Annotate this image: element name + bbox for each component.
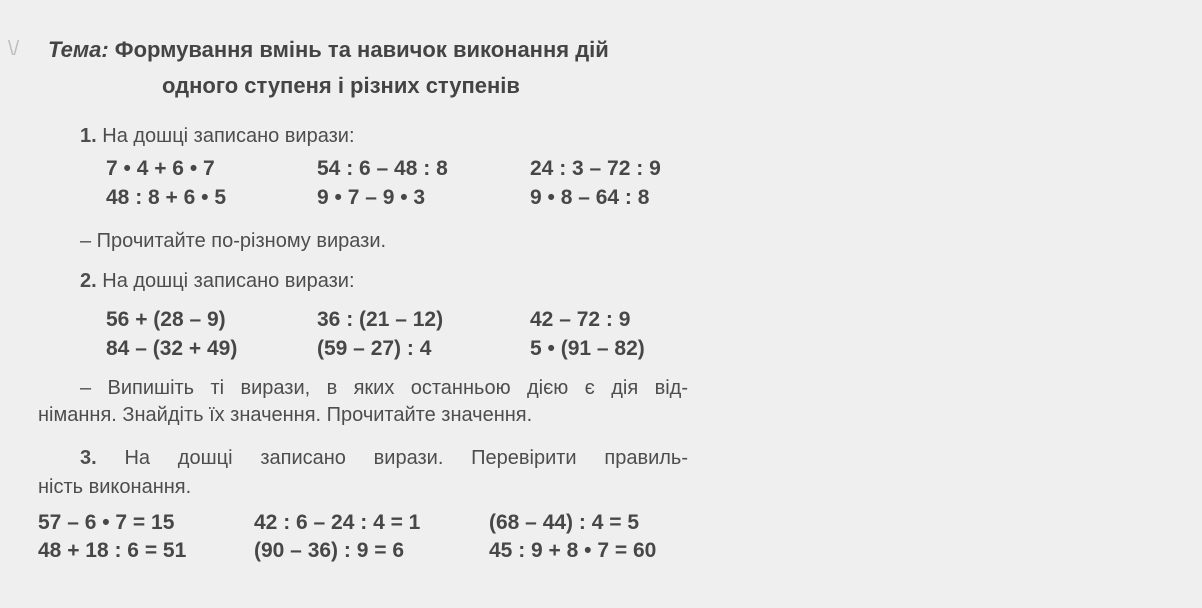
task-3-equation: 42 : 6 – 24 : 4 = 1: [254, 511, 421, 534]
task-2-instruction-line-1: – Випишіть ті вирази, в яких останньою дією є дія від-: [80, 377, 688, 399]
task-1-expression: 24 : 3 – 72 : 9: [530, 157, 661, 180]
task-2-expression: 42 – 72 : 9: [530, 308, 631, 331]
task-1-expression: 7 • 4 + 6 • 7: [106, 157, 215, 180]
task-2-intro: На дошці записано вирази:: [102, 270, 355, 292]
task-1-expression: 9 • 8 – 64 : 8: [530, 186, 650, 209]
task-2-expression: 5 • (91 – 82): [530, 337, 645, 360]
task-3-equation: (68 – 44) : 4 = 5: [489, 511, 640, 534]
task-2-expression: 56 + (28 – 9): [106, 308, 226, 331]
task-2-expression: 84 – (32 + 49): [106, 337, 238, 360]
task-2-expression: 36 : (21 – 12): [317, 308, 444, 331]
task-1-instruction: – Прочитайте по-різному вирази.: [80, 230, 387, 252]
task-3-intro-line-1: На дошці записано вирази. Перевірити правиль-: [124, 447, 689, 469]
task-3-equation: (90 – 36) : 9 = 6: [254, 539, 405, 562]
task-3-equation: 57 – 6 • 7 = 15: [38, 511, 175, 534]
task-3-heading: [80, 447, 688, 470]
task-3-intro-line-2: ність виконання.: [38, 476, 192, 498]
task-1-expression: 54 : 6 – 48 : 8: [317, 157, 448, 180]
lesson-title-label: Тема:: [48, 37, 109, 62]
task-1-intro: На дошці записано вирази:: [102, 125, 355, 147]
lesson-title-line-1: [48, 37, 609, 63]
task-3-number: 3.: [80, 447, 97, 469]
task-3-equation: 48 + 18 : 6 = 51: [38, 539, 187, 562]
task-1-heading: [80, 125, 355, 148]
task-2-expression: (59 – 27) : 4: [317, 337, 432, 360]
task-1-expression: 9 • 7 – 9 • 3: [317, 186, 426, 209]
task-2-heading: [80, 270, 355, 293]
task-1-number: 1.: [80, 125, 97, 147]
task-3-equation: 45 : 9 + 8 • 7 = 60: [489, 539, 657, 562]
lesson-title-line-2: одного ступеня і різних ступенів: [162, 73, 520, 98]
lesson-title-text-1: Формування вмінь та навичок виконання дій: [114, 37, 609, 62]
task-1-expression: 48 : 8 + 6 • 5: [106, 186, 227, 209]
task-2-instruction-line-2: німання. Знайдіть їх значення. Прочитайте значення.: [38, 404, 533, 426]
pencil-check-mark: \/: [8, 38, 20, 60]
task-2-number: 2.: [80, 270, 97, 292]
